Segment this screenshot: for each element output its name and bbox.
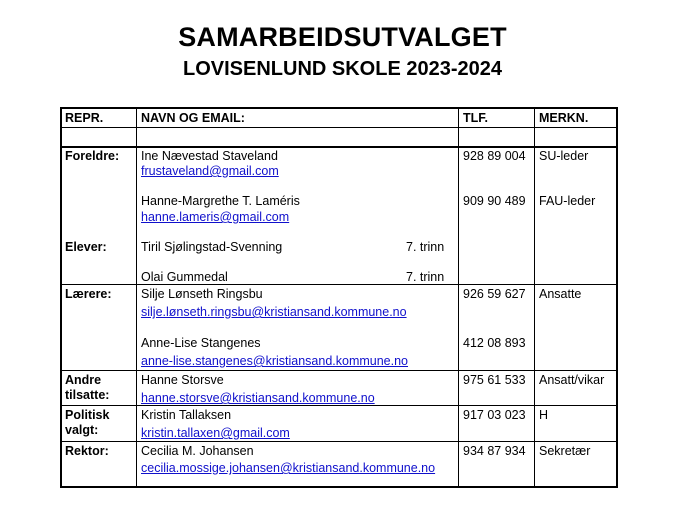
member-phone: 917 03 023	[463, 408, 526, 422]
member-name: Ine Nævestad Staveland	[141, 149, 278, 163]
group-label-tilsatte: tilsatte:	[65, 388, 110, 402]
member-phone: 909 90 489	[463, 194, 526, 208]
member-grade: 7. trinn	[406, 270, 445, 284]
member-note: FAU-leder	[539, 194, 596, 208]
member-email-link[interactable]: cecilia.mossige.johansen@kristiansand.kommune.no	[141, 461, 436, 475]
group-label-andre: Andre	[65, 373, 102, 387]
group-label-laerere: Lærere:	[65, 287, 112, 301]
member-phone: 934 87 934	[463, 444, 526, 458]
member-email-link[interactable]: frustaveland@gmail.com	[141, 164, 279, 178]
column-divider	[458, 109, 459, 486]
member-phone: 975 61 533	[463, 373, 526, 387]
group-label-politisk: Politisk	[65, 408, 110, 422]
column-header-note: MERKN.	[539, 111, 589, 125]
member-note: Ansatte	[539, 287, 582, 301]
group-label-valgt: valgt:	[65, 423, 99, 437]
column-header-phone: TLF.	[463, 111, 488, 125]
row-divider	[62, 370, 616, 371]
group-label-foreldre: Foreldre:	[65, 149, 120, 163]
member-note: SU-leder	[539, 149, 589, 163]
member-name: Hanne Storsve	[141, 373, 224, 387]
member-note: Sekretær	[539, 444, 591, 458]
row-divider	[62, 146, 616, 148]
member-name: Kristin Tallaksen	[141, 408, 232, 422]
member-name: Silje Lønseth Ringsbu	[141, 287, 263, 301]
column-header-name: NAVN OG EMAIL:	[141, 111, 245, 125]
member-name: Olai Gummedal	[141, 270, 228, 284]
member-email-link[interactable]: hanne.storsve@kristiansand.kommune.no	[141, 391, 375, 405]
member-note: H	[539, 408, 549, 422]
member-name: Tiril Sjølingstad-Svenning	[141, 240, 283, 254]
member-phone: 928 89 004	[463, 149, 526, 163]
member-name: Hanne-Margrethe T. Laméris	[141, 194, 300, 208]
member-name: Anne-Lise Stangenes	[141, 336, 261, 350]
page-subtitle: LOVISENLUND SKOLE 2023-2024	[183, 58, 502, 80]
group-label-elever: Elever:	[65, 240, 107, 254]
row-divider	[62, 127, 616, 128]
column-header-repr: REPR.	[65, 111, 104, 125]
column-divider	[136, 109, 137, 486]
member-phone: 412 08 893	[463, 336, 526, 350]
member-table	[60, 107, 618, 488]
member-phone: 926 59 627	[463, 287, 526, 301]
page-title: SAMARBEIDSUTVALGET	[178, 22, 507, 52]
column-divider	[534, 109, 535, 486]
member-note: Ansatt/vikar	[539, 373, 605, 387]
member-email-link[interactable]: kristin.tallaxen@gmail.com	[141, 426, 290, 440]
member-email-link[interactable]: silje.lønseth.ringsbu@kristiansand.kommune.no	[141, 305, 407, 319]
group-label-rektor: Rektor:	[65, 444, 109, 458]
row-divider	[62, 441, 616, 442]
member-grade: 7. trinn	[406, 240, 445, 254]
member-email-link[interactable]: anne-lise.stangenes@kristiansand.kommune.no	[141, 354, 409, 368]
member-name: Cecilia M. Johansen	[141, 444, 254, 458]
member-email-link[interactable]: hanne.lameris@gmail.com	[141, 210, 290, 224]
